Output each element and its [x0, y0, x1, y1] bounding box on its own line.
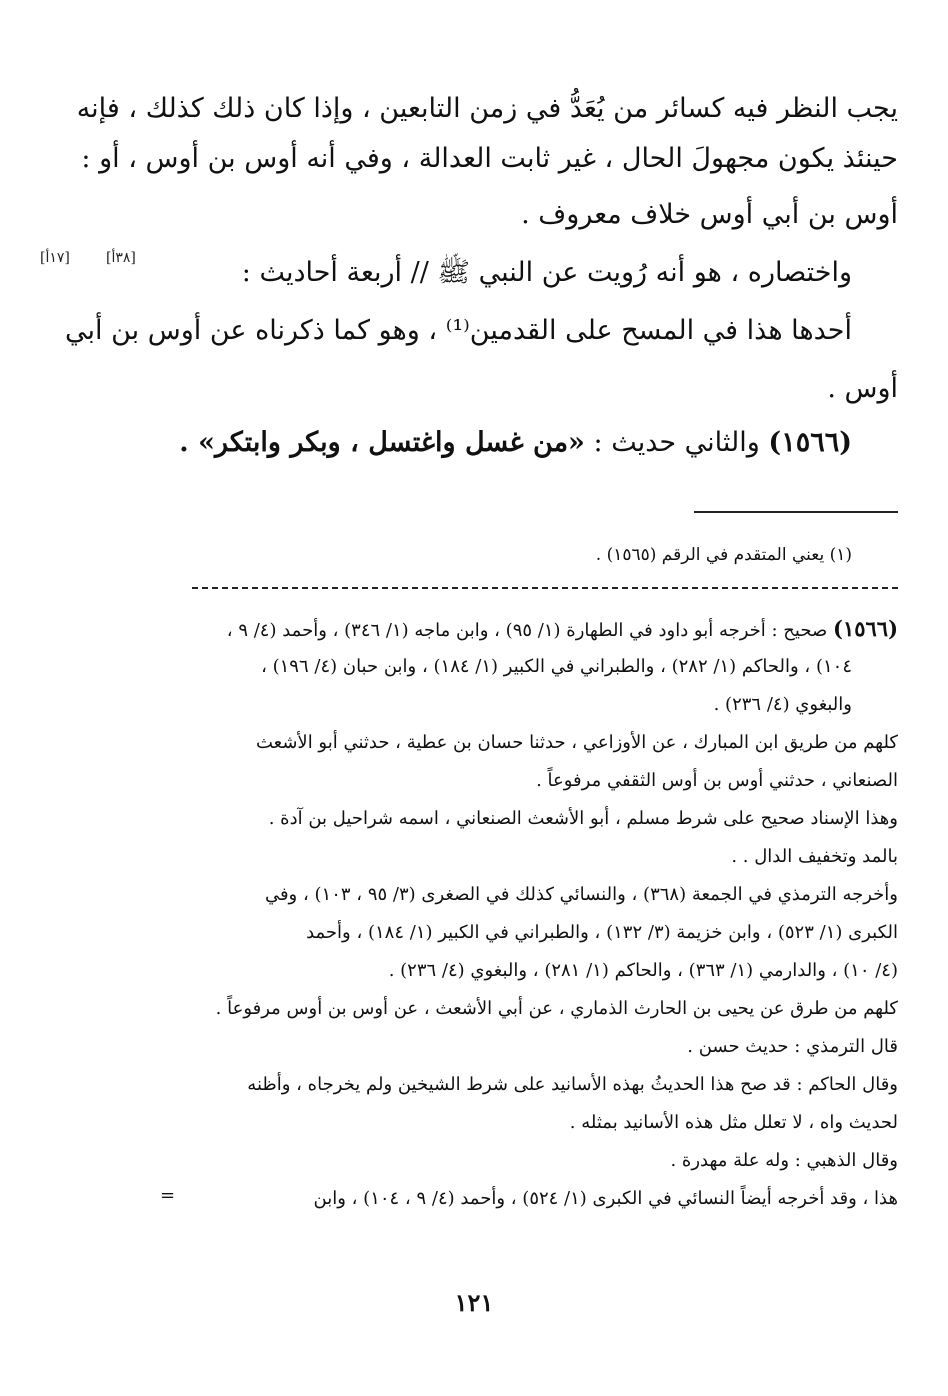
main-text-line-5: أحدها هذا في المسح على القدمين⁽¹⁾ ، وهو كما ذكرناه عن أوس بن أبي	[65, 315, 852, 346]
note-line-9: الكبرى (١/ ٥٢٣) ، وابن خزيمة (٣/ ١٣٢) ، والطبراني في الكبير (١/ ١٨٤) ، وأحمد	[306, 922, 898, 943]
note-line-5: الصنعاني ، حدثني أوس بن أوس الثقفي مرفوعاً .	[536, 770, 898, 791]
footnote-separator	[694, 511, 898, 513]
continuation-mark: =	[160, 1185, 176, 1206]
note-number: (١٥٦٦)	[833, 616, 898, 641]
note-line-8: وأخرجه الترمذي في الجمعة (٣٦٨) ، والنسائي كذلك في الصغرى (٣/ ٩٥ ، ١٠٣) ، وفي	[264, 884, 898, 905]
note-line-14: لحديث واه ، لا تعلل مثل هذه الأسانيد بمثله .	[569, 1112, 898, 1133]
main-text-line-2: حينئذ يكون مجهولَ الحال ، غير ثابت العدالة ، وفي أنه أوس بن أوس ، أو :	[81, 143, 898, 174]
main-text-line-1: يجب النظر فيه كسائر من يُعَدُّ في زمن التابعين ، وإذا كان ذلك كذلك ، فإنه	[76, 93, 898, 124]
note-line-3: والبغوي (٤/ ٢٣٦) .	[713, 694, 852, 715]
note-line-16: هذا ، وقد أخرجه أيضاً النسائي في الكبرى (١/ ٥٢٤) ، وأحمد (٤/ ٩ ، ١٠٤) ، وابن	[313, 1188, 898, 1209]
main-text-line-3: أوس بن أبي أوس خلاف معروف .	[521, 199, 898, 230]
note-line-11: كلهم من طرق عن يحيى بن الحارث الذماري ، عن أبي الأشعث ، عن أوس بن أوس مرفوعاً .	[215, 998, 898, 1019]
footnote-1: (١) يعني المتقدم في الرقم (١٥٦٥) .	[595, 545, 852, 565]
note-line-2: ١٠٤) ، والحاكم (١/ ٢٨٢) ، والطبراني في الكبير (١/ ١٨٤) ، وابن حبان (٤/ ١٩٦) ،	[261, 656, 852, 677]
note-line-6: وهذا الإسناد صحيح على شرط مسلم ، أبو الأشعث الصنعاني ، اسمه شراحيل بن آدة .	[268, 808, 898, 829]
main-text-line-4: واختصاره ، هو أنه رُويت عن النبي ﷺ // أربعة أحاديث :	[241, 257, 852, 288]
margin-ref-left: [١٧أ]	[40, 250, 70, 266]
hadith-number: (١٥٦٦)	[768, 427, 852, 458]
page-number: ١٢١	[454, 1288, 494, 1317]
margin-ref-right: [٣٨أ]	[106, 250, 136, 266]
note-line-4: كلهم من طريق ابن المبارك ، عن الأوزاعي ، حدثنا حسان بن عطية ، حدثني أبو الأشعث	[255, 732, 898, 753]
note-line-1	[192, 610, 898, 650]
note-line-7: بالمد وتخفيف الدال . .	[731, 846, 898, 867]
note-line-1-text: صحيح : أخرجه أبو داود في الطهارة (١/ ٩٥) ، وابن ماجه (١/ ٣٤٦) ، وأحمد (٤/ ٩ ،	[226, 620, 828, 641]
hadith-heading	[179, 418, 852, 468]
note-line-12: قال الترمذي : حديث حسن .	[687, 1036, 898, 1057]
hadith-intro: والثاني حديث :	[593, 427, 760, 458]
notes-separator	[192, 587, 898, 589]
main-text-line-6: أوس .	[827, 373, 898, 404]
note-line-10: (٤/ ١٠) ، والدارمي (١/ ٣٦٣) ، والحاكم (١/ ٢٨١) ، والبغوي (٤/ ٢٣٦) .	[388, 960, 898, 981]
note-line-13: وقال الحاكم : قد صح هذا الحديثُ بهذه الأسانيد على شرط الشيخين ولم يخرجاه ، وأظنه	[247, 1074, 898, 1095]
hadith-text: «من غسل واغتسل ، وبكر وابتكر» .	[179, 427, 585, 458]
note-line-15: وقال الذهبي : وله علة مهدرة .	[670, 1150, 898, 1171]
